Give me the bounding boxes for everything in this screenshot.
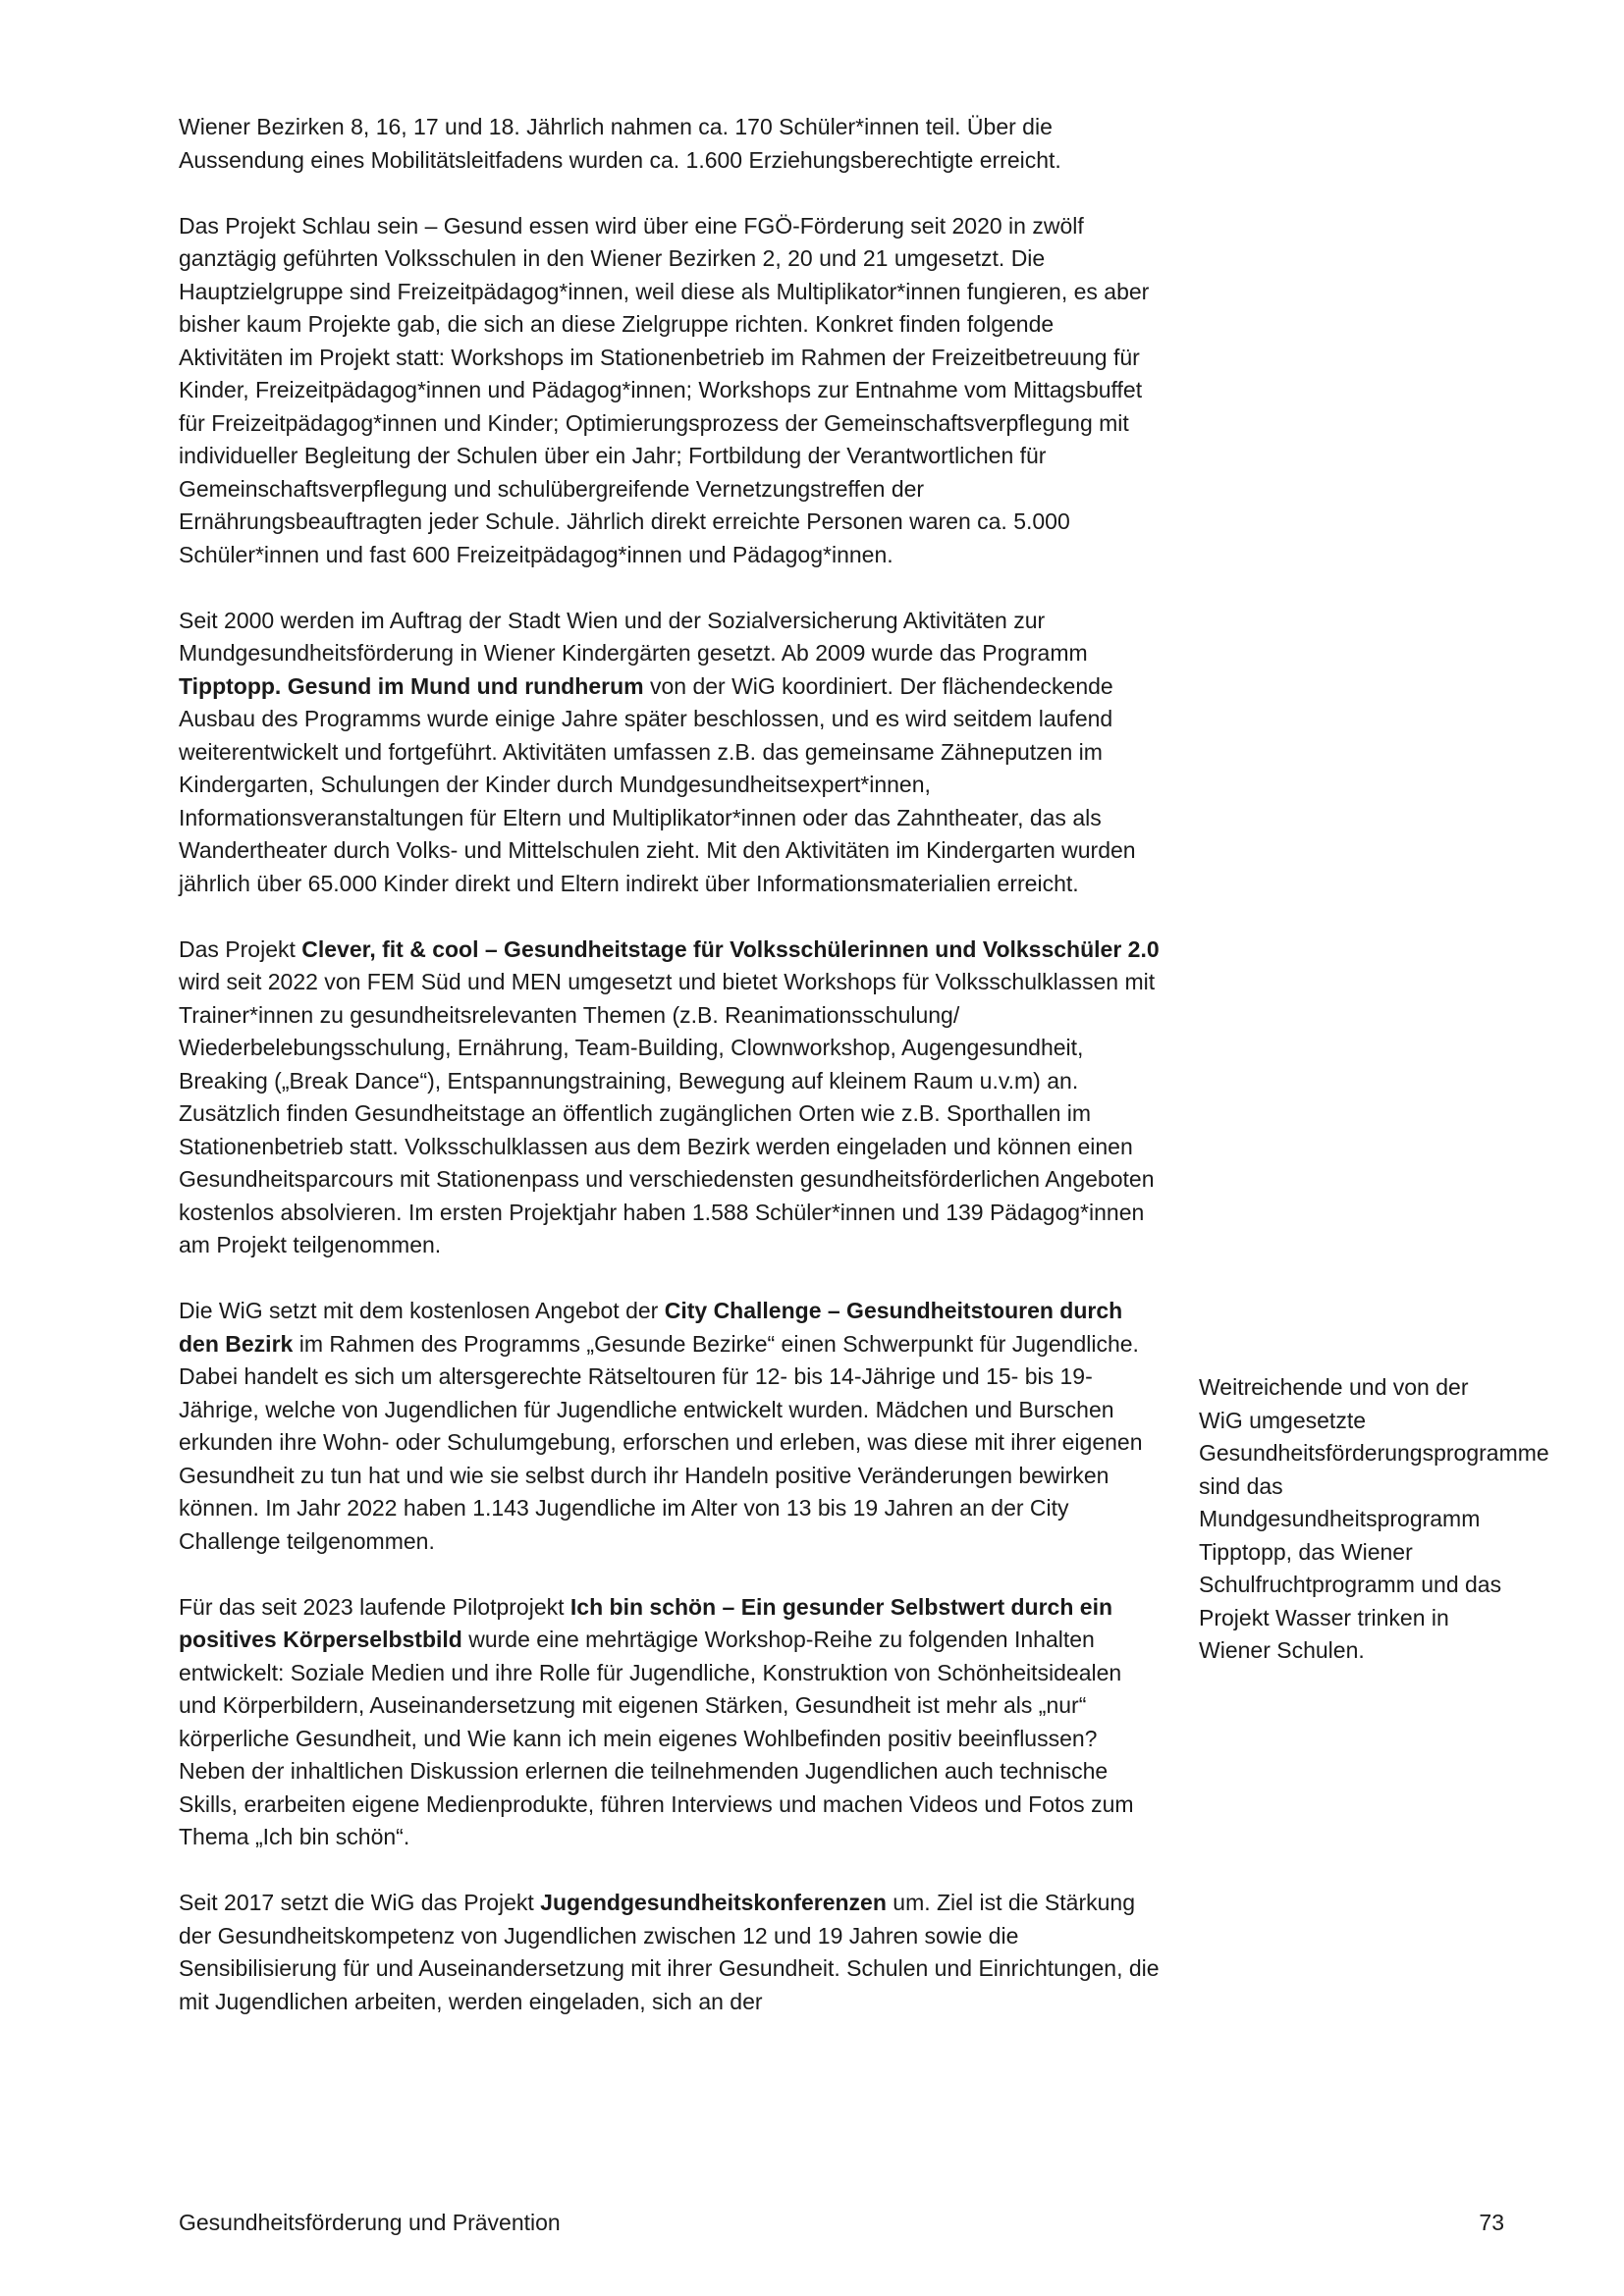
paragraph-text: von der WiG koordiniert. Der flächendeckende Ausbau des Programms wurde einige Jahre später beschlossen, und es wird seitdem laufend weiterentwickelt und fortgeführt. Aktivitäten umfassen z.B. das gemeinsame Zähneputzen im Kindergarten, Schulungen der Kinder durch Mundgesundheitsexpert*innen, Informationsveranstaltungen für Eltern und Multiplikator*innen oder das Zahntheater, das als Wandertheater durch Volks- und Mittelschulen zieht. Mit den Aktivitäten im Kindergarten wurden jährlich über 65.000 Kinder direkt und Eltern indirekt über Informationsmaterialien erreicht. xyxy=(179,672,1136,896)
paragraph-mobility xyxy=(179,111,1161,177)
main-text-column xyxy=(179,111,1161,2018)
project-name: City Challenge – Gesundheitstouren durch den Bezirk xyxy=(179,1298,1123,1357)
paragraph-ich-bin-schoen xyxy=(179,1591,1161,1854)
margin-note-text: Weitreichende und von der WiG umgesetzte Gesundheitsförderungsprogramme sind das Mundgesundheitsprogramm Tipptopp, das Wiener Schulfruchtprogramm und das Projekt Wasser trinken in Wiener Schulen. xyxy=(1199,1374,1549,1663)
paragraph-text: Die WiG setzt mit dem kostenlosen Angebot der xyxy=(179,1298,665,1323)
paragraph-text: Das Projekt Schlau sein – Gesund essen wird über eine FGÖ-Förderung seit 2020 in zwölf ganztägig geführten Volksschulen in den Wiener Bezirken 2, 20 und 21 umgesetzt. Die Hauptzielgruppe sind Freizeitpädagog*innen, weil diese als Multiplikator*innen fungieren, es aber bisher kaum Projekte gab, die sich an diese Zielgruppe richten. Konkret finden folgende Aktivitäten im Projekt statt: Workshops im Stationenbetrieb im Rahmen der Freizeitbetreuung für Kinder, Freizeitpädagog*innen und Pädagog*innen; Workshops zur Entnahme vom Mittagsbuffet für Freizeitpädagog*innen und Kinder; Optimierungsprozess der Gemeinschaftsverpflegung mit individueller Begleitung der Schulen über ein Jahr; Fortbildung der Verantwortlichen für Gemeinschaftsverpflegung und schulübergreifende Vernetzungstreffen der Ernährungsbeauftragten jeder Schule. Jährlich direkt erreichte Personen waren ca. 5.000 Schüler*innen und fast 600 Freizeitpädagog*innen und Pädagog*innen. xyxy=(179,212,1150,567)
paragraph-text: wird seit 2022 von FEM Süd und MEN umgesetzt und bietet Workshops für Volksschulklassen mit Trainer*innen zu gesundheitsrelevanten Themen (z.B. Reanimationsschulung/ Wiederbelebungsschulung, Ernährung, Team-Building, Clownworkshop, Augengesundheit, Breaking („Break Dance“), Entspannungstraining, Bewegung auf kleinem Raum u.v.m) an. Zusätzlich finden Gesundheitstage an öffentlich zugänglichen Orten wie z.B. Sporthallen im Stationenbetrieb statt. Volksschulklassen aus dem Bezirk werden eingeladen und können einen Gesundheitsparcours mit Stationenpass und verschiedensten gesundheitsförderlichen Angeboten kostenlos absolvieren. Im ersten Projektjahr haben 1.588 Schüler*innen und 139 Pädagog*innen am Projekt teilgenommen. xyxy=(179,969,1156,1257)
paragraph-text: um. Ziel ist die Stärkung der Gesundheitskompetenz von Jugendlichen zwischen 12 und 19 Jahren sowie die Sensibilisierung für und Auseinandersetzung mit ihrer Gesundheit. Schulen und Einrichtungen, die mit Jugendlichen arbeiten, werden eingeladen, sich an der xyxy=(179,1890,1160,2014)
paragraph-text: Seit 2017 setzt die WiG das Projekt xyxy=(179,1890,541,1915)
project-name: Ich bin schön – Ein gesunder Selbstwert durch ein positives Körperselbstbild xyxy=(179,1593,1113,1652)
margin-note xyxy=(1199,1371,1549,1668)
paragraph-text: Das Projekt xyxy=(179,935,302,962)
project-name: Tipptopp. Gesund im Mund und rundherum xyxy=(179,672,644,699)
paragraph-schlau-sein xyxy=(179,210,1161,572)
footer-section-title: Gesundheitsförderung und Prävention xyxy=(179,2210,561,2235)
paragraph-text: im Rahmen des Programms „Gesunde Bezirke“ einen Schwerpunkt für Jugendliche. Dabei handelt es sich um altersgerechte Rätseltouren für 12- bis 14-Jährige und 15- bis 19-Jährige, welche von Jugendlichen für Jugendliche entwickelt wurden. Mädchen und Burschen erkunden ihre Wohn- oder Schulumgebung, erforschen und erleben, was diese mit ihrer eigenen Gesundheit zu tun hat und wie sie selbst durch ihr Handeln positive Veränderungen bewirken können. Im Jahr 2022 haben 1.143 Jugendliche im Alter von 13 bis 19 Jahren an der City Challenge teilgenommen. xyxy=(179,1330,1143,1554)
page-number: 73 xyxy=(1479,2210,1504,2235)
project-name: Clever, fit & cool – Gesundheitstage für Volksschülerinnen und Volksschüler 2.0 xyxy=(301,935,1160,962)
paragraph-text: wurde eine mehrtägige Workshop-Reihe zu folgenden Inhalten entwickelt: Soziale Medien und ihre Rolle für Jugendliche, Konstruktion von Schönheitsidealen und Körperbildern, Auseinandersetzung mit eigenen Stärken, Gesundheit ist mehr als „nur“ körperliche Gesundheit, und Wie kann ich mein eigenes Wohlbefinden positiv beeinflussen? Neben der inhaltlichen Diskussion erlernen die teilnehmenden Jugendlichen auch technische Skills, erarbeiten eigene Medienprodukte, führen Interviews und machen Videos und Fotos zum Thema „Ich bin schön“. xyxy=(179,1627,1134,1849)
paragraph-tipptopp xyxy=(179,605,1161,901)
paragraph-text: Wiener Bezirken 8, 16, 17 und 18. Jährlich nahmen ca. 170 Schüler*innen teil. Über die Aussendung eines Mobilitätsleitfadens wurden ca. 1.600 Erziehungsberechtigte erreicht. xyxy=(179,114,1061,173)
paragraph-clever-fit-cool xyxy=(179,934,1161,1262)
paragraph-text: Seit 2000 werden im Auftrag der Stadt Wien und der Sozialversicherung Aktivitäten zur Mundgesundheitsförderung in Wiener Kindergärten gesetzt. Ab 2009 wurde das Programm xyxy=(179,607,1088,666)
paragraph-jugendgesundheitskonferenzen xyxy=(179,1887,1161,2018)
project-name: Jugendgesundheitskonferenzen xyxy=(540,1890,887,1915)
paragraph-city-challenge xyxy=(179,1295,1161,1558)
paragraph-text: Für das seit 2023 laufende Pilotprojekt xyxy=(179,1593,570,1620)
